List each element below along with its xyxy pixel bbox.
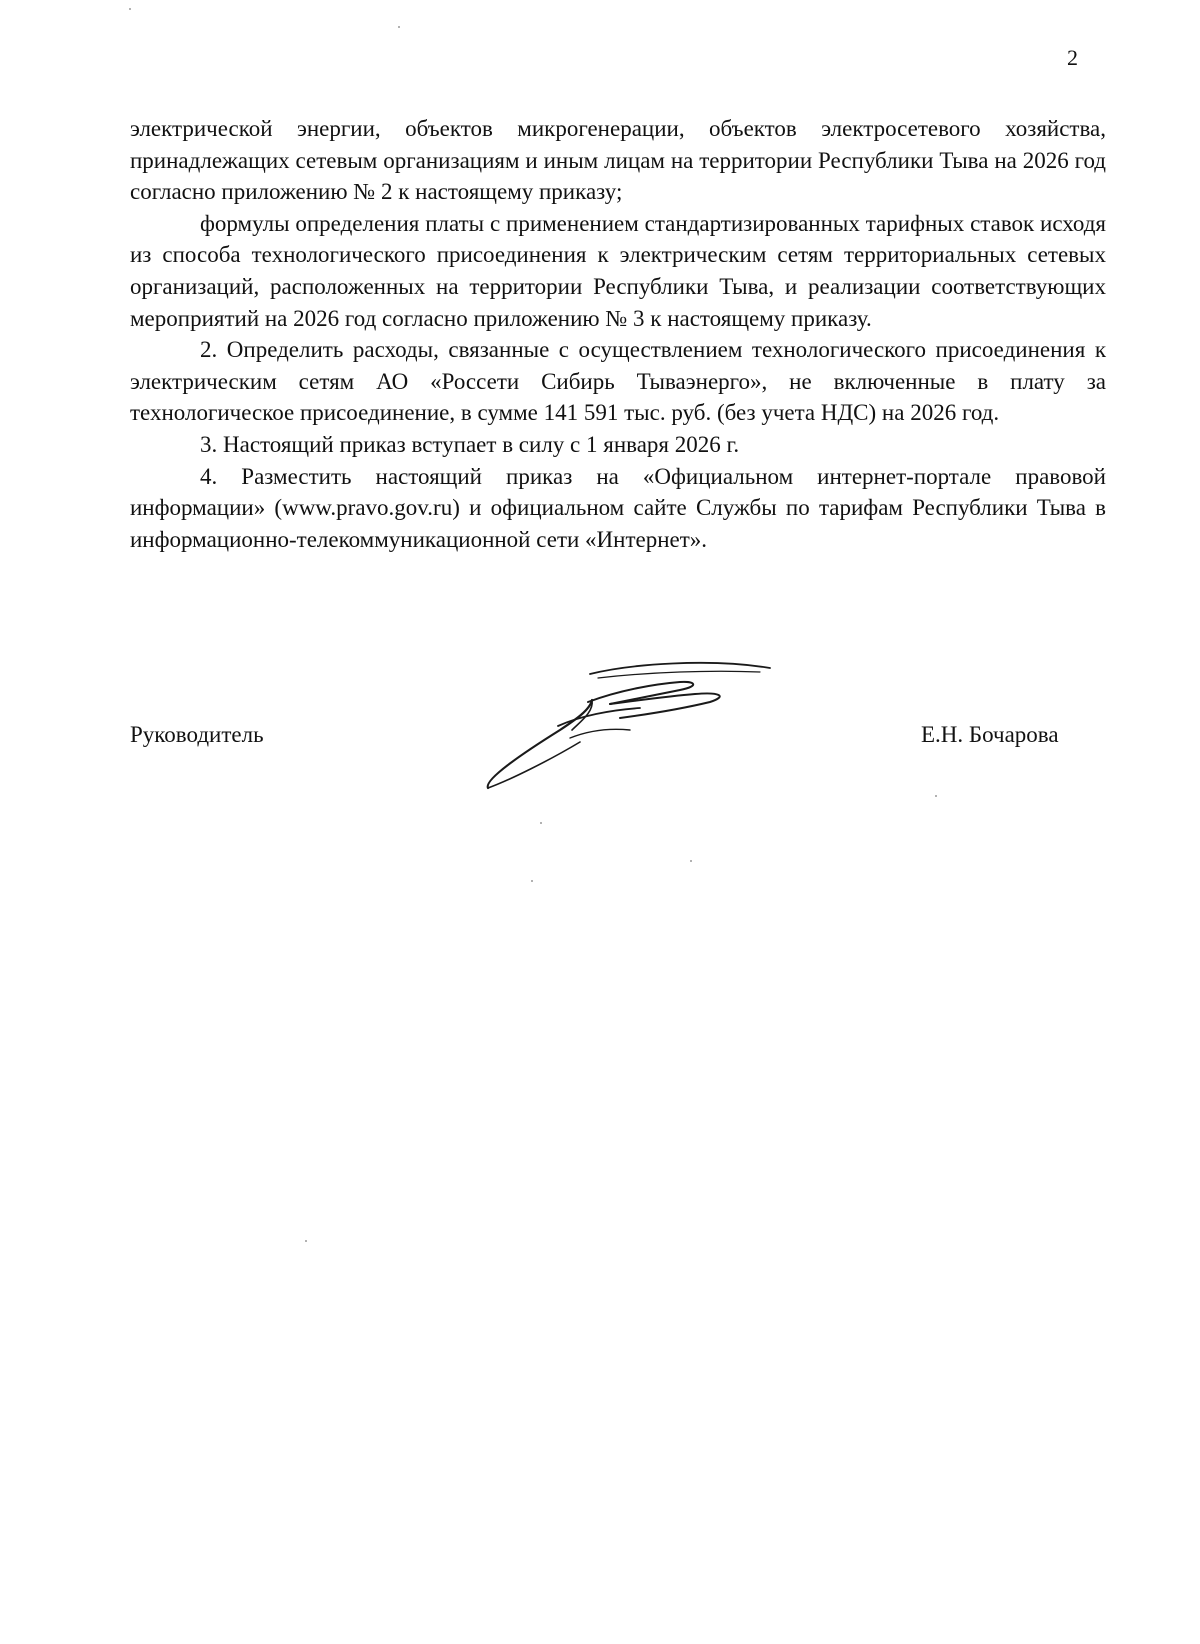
scan-speck [129, 8, 131, 10]
paragraph-4: 3. Настоящий приказ вступает в силу с 1 января 2026 г. [200, 431, 740, 457]
scan-speck [935, 795, 937, 797]
page-number: 2 [1067, 45, 1078, 70]
paragraph-1: электрической энергии, объектов микрогенерации, объектов электросетевого хозяйства, принадлежащих сетевым организациям и иным лицам на территории Республики Тыва на 2026 год согласно приложению № 2 к настоящему приказу; [130, 116, 1106, 205]
signatory-title: Руководитель [130, 722, 264, 747]
paragraph-2: формулы определения платы с применением стандартизированных тарифных ставок исходя из способа технологического присоединения к электрическим сетям территориальных сетевых организаций, расположенных на территории Республики Тыва, и реализации соответствующих мероприятий на 2026 год согласно приложению № 3 к настоящему приказу. [130, 210, 1106, 331]
signatory-name: Е.Н. Бочарова [921, 722, 1059, 747]
scan-speck [540, 822, 542, 824]
handwritten-signature [480, 660, 800, 800]
document-body [130, 113, 1106, 555]
scan-speck [305, 1240, 307, 1242]
paragraph-3: 2. Определить расходы, связанные с осуществлением технологического присоединения к электрическим сетям АО «Россети Сибирь Тываэнерго», не включенные в плату за технологическое присоединение, в сумме 141 591 тыс. руб. (без учета НДС) на 2026 год. [130, 337, 1106, 426]
scan-speck [690, 860, 692, 862]
scan-speck [531, 880, 533, 882]
paragraph-5: 4. Разместить настоящий приказ на «Официальном интернет-портале правовой информации» (www.pravo.gov.ru) и официальном сайте Службы по тарифам Республики Тыва в информационно-телекоммуникационной сети «Интернет». [130, 463, 1106, 552]
scan-speck [398, 26, 400, 28]
